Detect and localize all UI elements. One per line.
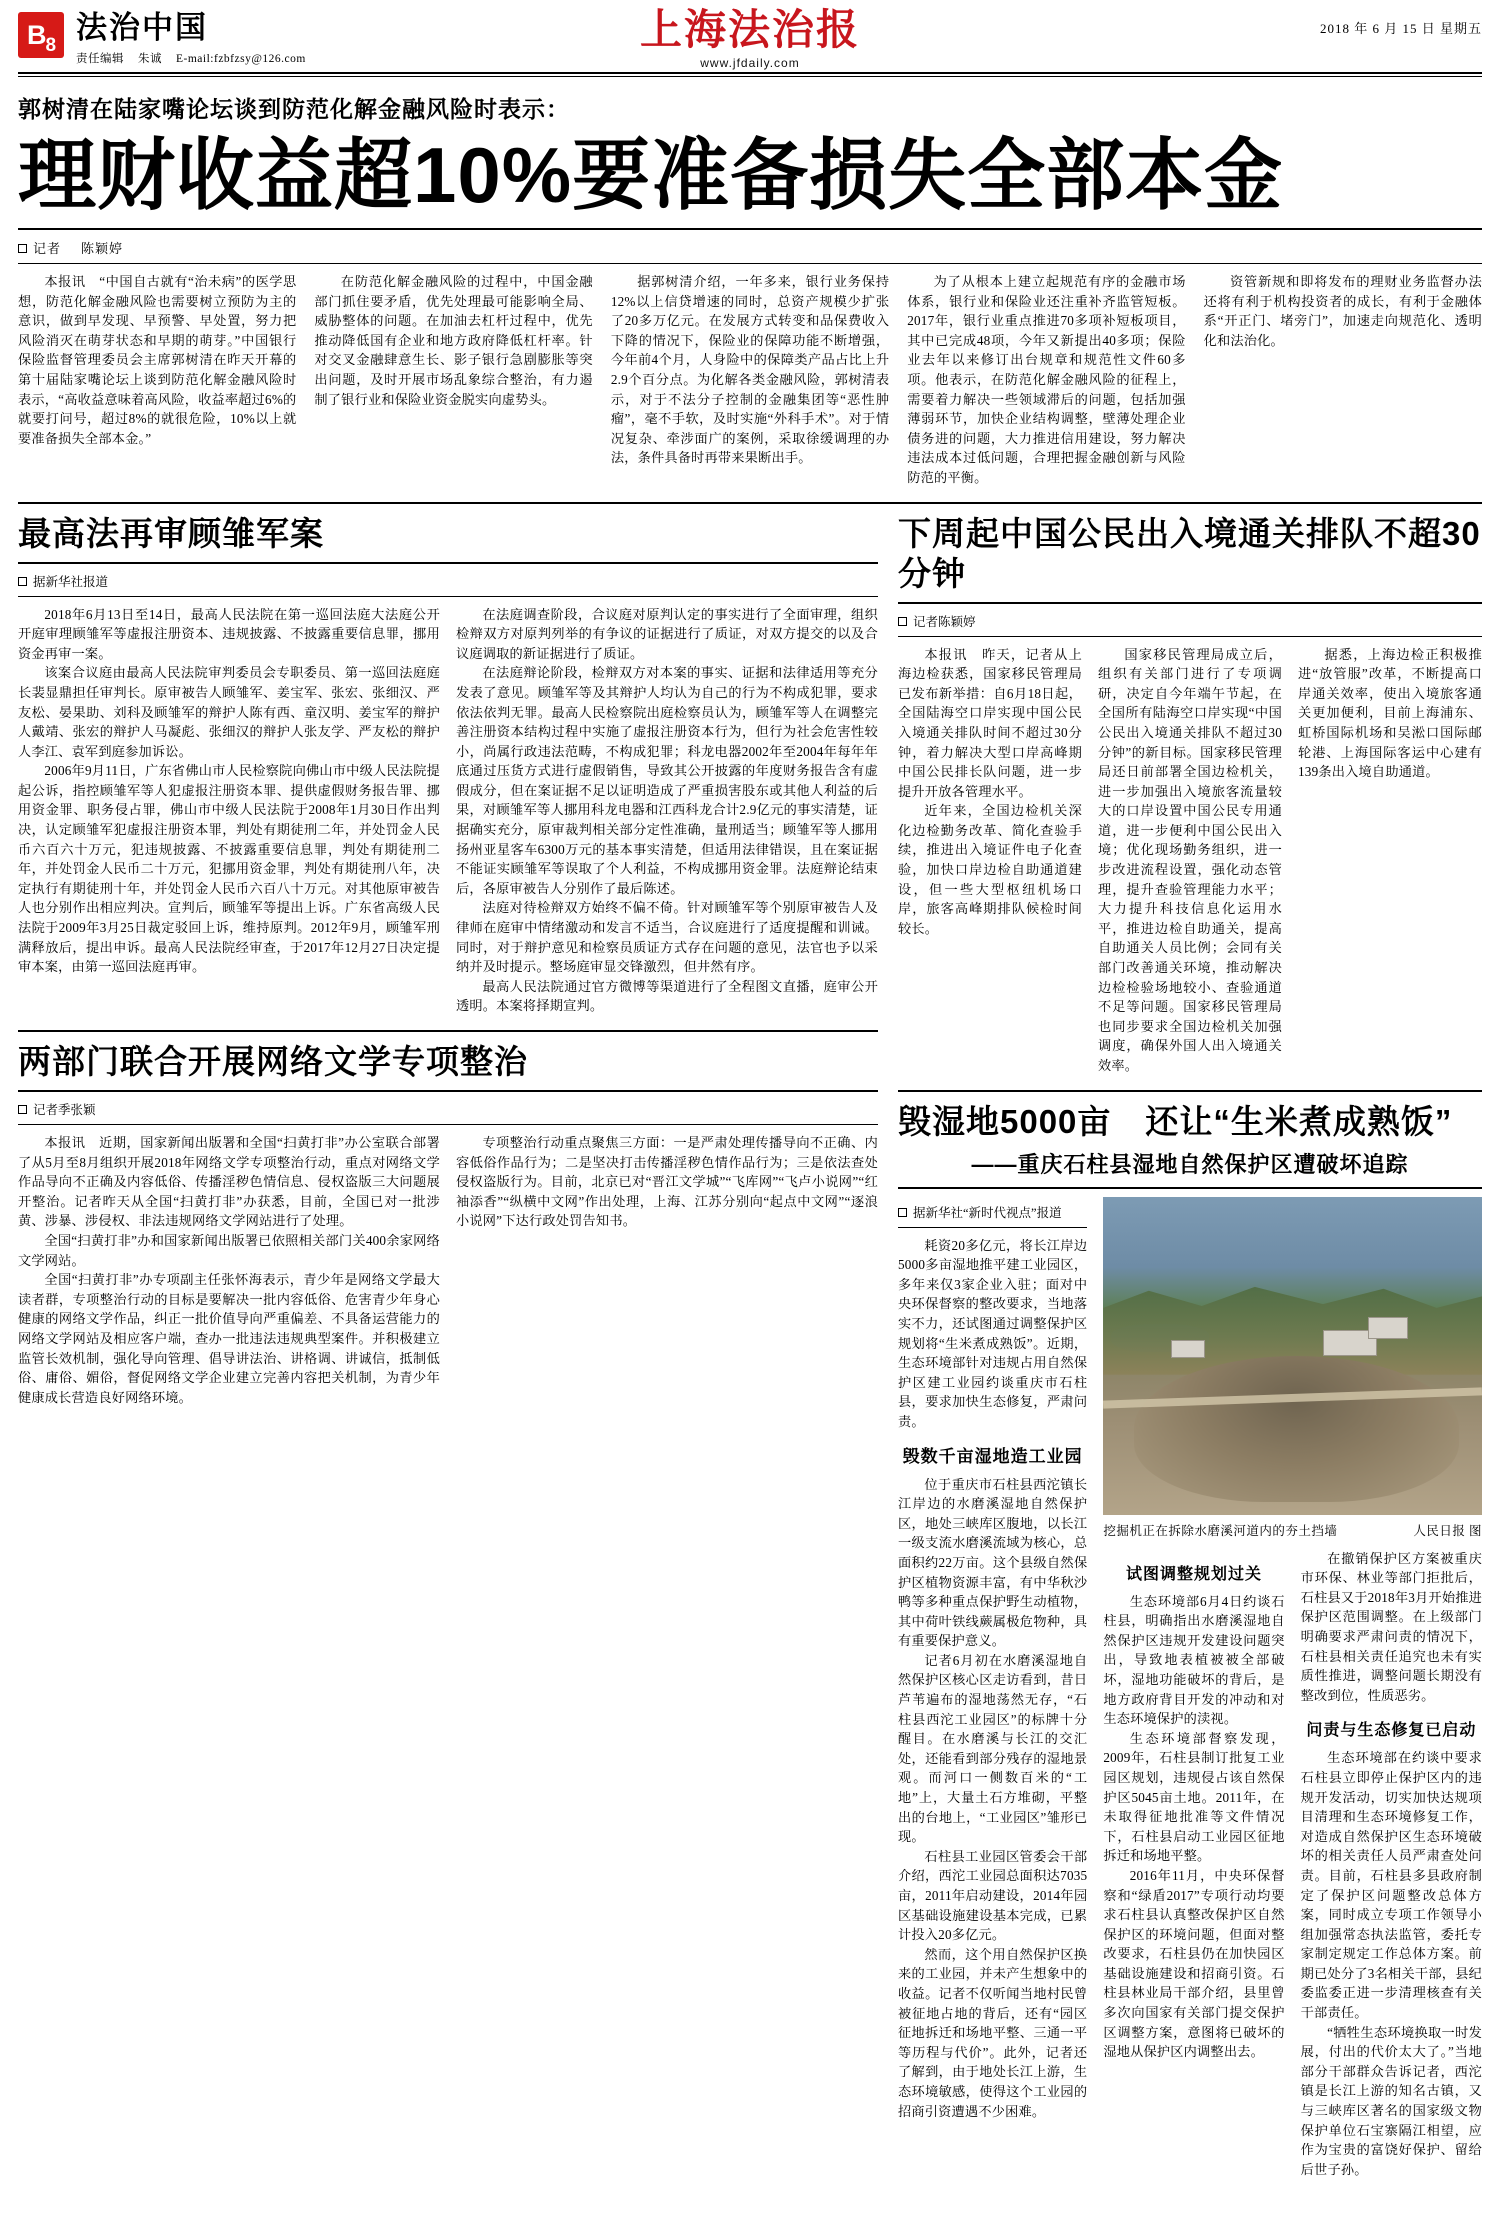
border-paragraph: 本报讯 昨天，记者从上海边检获悉，国家移民管理局已发布新举措：自6月18日起，全国陆海空口岸实现中国公民入境通关排队时间不超过30分钟，着力解决大型口岸高峰期中国公民排长队问题，进一步提升开放各管理水平。 [898,646,1082,799]
lead-bottom-divider [18,502,1482,504]
paper-url: www.jfdaily.com [700,56,800,70]
publication-date: 2018 年 6 月 15 日 星期五 [1319,21,1482,36]
lead-byline-name: 陈颖婷 [81,241,124,256]
gu-paragraph: 2018年6月13日至14日，最高人民法院在第一巡回法庭大法庭公开开庭审理顾雏军等虚报注册资本、违规披露、不披露重要信息罪，挪用资金再审一案。 [18,606,440,661]
page-number-badge [18,12,64,58]
gu-source-divider [18,596,878,597]
lead-col-2 [314,272,592,488]
wetland-deck: ——重庆石柱县湿地自然保护区遭破坏追踪 [971,1151,1409,1177]
border-bottom-divider [898,1090,1482,1092]
paper-logo-wrap [640,8,860,70]
lead-col-5 [1204,272,1482,488]
net-paragraph: 专项整治行动重点聚焦三方面：一是严肃处理传播导向不正确、内容低俗作品行为；二是坚决打击传播淫秽色情作品行为；三是依法查处侵权盗版行为。目前，北京已对“晋江文学城”“飞库网”“飞卢小说网”“红袖添香”“纵横中文网”作出处理，上海、江苏分别向“起点中文网”“逐浪小说网”下达行政处罚告知书。 [456,1135,878,1229]
net-byline-label: 记者 [33,1103,59,1117]
masthead-divider-2 [18,76,1482,77]
left-region [18,514,878,2180]
photo-credit: 人民日报 图 [1413,1523,1482,1538]
wetland-photo-caption [1103,1521,1482,1539]
border-col-3 [1298,645,1482,1076]
gu-bottom-divider [18,1030,878,1032]
net-headline-divider [18,1090,878,1092]
border-headline: 下周起中国公民出入境通关排队不超30分钟 [898,514,1481,592]
photo-excavation-pit [1134,1356,1460,1502]
photo-building [1368,1317,1408,1339]
source-box-icon [18,577,27,586]
masthead-divider [18,72,1482,74]
photo-building [1171,1340,1205,1358]
wetland-paragraph: 生态环境部督察发现，2009年，石柱县制订批复工业园区规划，违规侵占该自然保护区5045亩土地。2011年，在未取得征地批准等文件情况下，石柱县启动工业园区征地拆迁和场地平整。 [1103,1730,1285,1864]
net-byline-name: 季张颖 [58,1103,96,1117]
lead-paragraph: 资管新规和即将发布的理财业务监督办法还将有利于机构投资者的成长，有利于金融体系“开正门、堵旁门”，加速走向规范化、透明化和法治化。 [1203,274,1483,348]
lead-byline-label: 记者 [33,241,62,256]
page-badge-letter: B [26,19,46,50]
gu-col-2 [456,605,878,1016]
lead-body-columns [18,272,1482,488]
net-col-2 [456,1133,878,1407]
lead-paragraph: 本报讯 “中国自古就有“治未病”的医学思想，防范化解金融风险也需要树立预防为主的意识，做到早发现、早预警、早处置，努力把风险消灭在萌芽状态和早期的萌芽。”中国银行保险监督管理委员会主席郭树清在昨天开幕的第十届陆家嘴论坛上谈到防范化解金融风险时表示，“高收益意味着高风险，收益率超过6%的就要打问号，超过8%的就很危险，10%以上就要准备损失全部本金。” [18,274,297,446]
editor-line [76,50,320,66]
lead-byline [18,238,1482,257]
net-col-1 [18,1133,440,1407]
gu-paragraph: 法庭对待检辩双方始终不偏不倚。针对顾雏军等个别原审被告人及律师在庭审中情绪激动和发言不适当，合议庭进行了适度提醒和训诫。同时，对于辩护意见和检察员质证方式存在问题的意见，法官也予以采纳并及时提示。整场庭审显交锋激烈，但井然有序。 [456,900,878,975]
gu-headline-divider [18,562,878,564]
lead-kicker: 郭树清在陆家嘴论坛谈到防范化解金融风险时表示： [18,96,570,122]
lead-col-1 [18,272,296,488]
net-byline-divider [18,1124,878,1125]
lead-col-3 [611,272,889,488]
byline-box-icon [898,617,907,626]
gu-paragraph: 2006年9月11日，广东省佛山市人民检察院向佛山市中级人民法院提起公诉，指控顾雏军等人犯虚报注册资本罪、提供虚假财务报告罪、挪用资金罪、职务侵占罪，佛山市中级人民法院于2008年1月30日作出判决，认定顾雏军犯虚报注册资本罪，判处有期徒刑二年，并处罚金人民币六百六十万元，犯违规披露、不披露重要信息罪，判处有期徒刑二年，并处罚金人民币二十万元，犯挪用资金罪，判处有期徒刑八年，决定执行有期徒刑十年，并处罚金人民币六百八十万元。对其他原审被告人也分别作出相应判决。宣判后，顾雏军等提出上诉。广东省高级人民法院于2009年3月25日裁定驳回上诉，维持原判。2012年9月，顾雏军刑满释放后，提出申诉。最高人民法院经审查，于2017年12月27日决定提审本案，由第一巡回法庭再审。 [18,763,440,975]
wetland-paragraph: 记者6月初在水磨溪湿地自然保护区核心区走访看到，昔日芦苇遍布的湿地荡然无存，“石柱县西沱工业园区”的标牌十分醒目。在水磨溪与长江的交汇处，还能看到部分残存的湿地景观。而河口一侧数百米的“工地”上，大量土石方堆砌，平整出的台地上，“工业园区”雏形已现。 [898,1652,1088,1845]
border-paragraph: 近年来，全国边检机关深化边检勤务改革、简化查验手续，推进出入境证件电子化查验，加快口岸边检自助通道建设，但一些大型枢纽机场口岸，旅客高峰期排队候检时间较长。 [898,803,1082,936]
byline-box-icon [18,244,27,253]
net-paragraph: 本报讯 近期，国家新闻出版署和全国“扫黄打非”办公室联合部署了从5月至8月组织开展2018年网络文学专项整治行动，重点对网络文学作品导向不正确及内容低俗、传播淫秽色情信息、侵权盗版三大问题展开整治。记者昨天从全国“扫黄打非”办获悉，目前，全国已对一批涉黄、涉暴、涉侵权、非法违规网络文学网站进行了处理。 [18,1135,440,1229]
byline-box-icon [18,1105,27,1114]
border-col-1 [898,645,1082,1076]
section-title: 法治中国 [76,10,208,45]
border-columns [898,645,1482,1076]
wetland-subhead-1: 毁数千亩湿地造工业园 [902,1446,1083,1466]
net-paragraph: 全国“扫黄打非”办专项副主任张怀海表示，青少年是网络文学最大读者群，专项整治行动的目标是要解决一批内容低俗、危害青少年身心健康的网络文学作品，纠正一批价值导向严重偏差、不具备运营能力的网络文学网站及相应客户端，查办一批违法违规典型案件。并积极建立监管长效机制，强化导向管理、倡导讲法治、讲格调、讲诚信，抵制低俗、庸俗、媚俗，督促网络文学企业建立完善内容把关机制，为青少年健康成长营造良好网络环境。 [18,1272,440,1405]
wetland-col-2 [1103,1549,1284,2180]
wetland-paragraph: 生态环境部6月4日约谈石柱县，明确指出水磨溪湿地自然保护区违规开发建设问题突出，导致地表植被被全部破坏，湿地功能破坏的背后，是地方政府背目开发的冲动和对生态环境保护的渎视。 [1103,1593,1285,1727]
lead-headline: 理财收益超10%要准备损失全部本金 [18,131,1284,219]
lead-divider [18,228,1482,230]
lower-region [18,514,1482,2180]
wetland-lead-paragraph: 耗资20多亿元，将长江岸边5000多亩湿地推平建工业园区，多年来仅3家企业入驻；面对中央环保督察的整改要求，当地落实不力，还试图通过调整保护区规划将“生米煮成熟饭”。近期，生态环境部针对违规占用自然保护区建工业园约谈重庆市石柱县，要求加快生态修复，严肃问责。 [898,1237,1088,1429]
wetland-source [898,1203,1087,1221]
net-paragraph: 全国“扫黄打非”办和国家新闻出版署已依照相关部门关400余家网络文学网站。 [18,1232,440,1268]
gu-columns [18,605,878,1016]
net-headline: 两部门联合开展网络文学专项整治 [18,1043,528,1080]
net-columns [18,1133,878,1407]
border-byline-name: 陈颖婷 [938,614,976,629]
gu-headline: 最高法再审顾雏军案 [18,514,324,552]
editor-email: E-mail:fzbfzsy@126.com [176,53,306,65]
lead-paragraph: 据郭树清介绍，一年多来，银行业务保持12%以上信贷增速的同时，总资产规模少扩张了20多万亿元。在发展方式转变和品保费收入下降的情况下，保险业的保障功能不断增强，今年前4个月，人身险中的保障类产品占比上升2.9个百分点。为化解各类金融风险，郭树清表示，对于不法分子控制的金融集团等“恶性肿瘤”，毫不手软，及时实施“外科手术”。对于情况复杂、牵涉面广的案例，采取徐缓调理的办法，条件具备时再带来果断出手。 [610,274,890,466]
gu-paragraph: 在法庭辩论阶段，检辩双方对本案的事实、证据和法律适用等充分发表了意见。顾雏军等及其辩护人均认为自己的行为不构成犯罪，要求依法依判无罪。最高人民检察院出庭检察员认为，顾雏军等人在调整完善注册资本结构过程中实施了虚报注册资本行为，但行为社会危害性较小，尚属行政违法范畴，不构成犯罪；科龙电器2002年至2004年每年年底通过压货方式进行虚假销售，导致其公开披露的年度财务报告含有虚假成分，但在案证据不足以证明造成了严重损害股东或其他人利益的后果，对顾雏军等人挪用科龙电器和江西科龙合计2.9亿元的事实清楚，证据确实充分，原审裁判相关部分定性准确，量刑适当；顾雏军等人挪用扬州亚星客车6300万元的基本事实清楚，但适用法律错误，且在案证据不能证实顾雏军等误取了个人利益，不构成挪用资金罪。法庭辩论结束后，各原审被告人分别作了最后陈述。 [456,665,878,896]
masthead [18,10,1482,70]
border-paragraph: 据悉，上海边检正积极推进“放管服”改革，不断提高口岸通关效率，使出入境旅客通关更加便利，目前上海浦东、虹桥国际机场和吴淞口国际邮轮港、上海国际客运中心建有139条出入境自助通道。 [1298,646,1482,780]
wetland-headline: 毁湿地5000亩 还让“生米煮成熟饭” [898,1102,1453,1140]
wetland-photo [1103,1197,1482,1515]
wetland-paragraph: 在撤销保护区方案被重庆市环保、林业等部门拒批后，石柱县又于2018年3月开始推进保护区范围调整。在上级部门明确要求严肃问责的情况下，石柱县相关责任追究也未有实质性推进，调整问题长期没有整改到位，性质恶劣。 [1300,1550,1483,1703]
wetland-lower-columns [1103,1549,1482,2180]
wetland-paragraph: 石柱县工业园区管委会干部介绍，西沱工业园总面积达7035亩，2011年启动建设，2014年园区基础设施建设基本完成，已累计投入20多亿元。 [898,1848,1088,1943]
wetland-paragraph: 然而，这个用自然保护区换来的工业园，并未产生想象中的收益。记者不仅听闻当地村民曾被征地占地的背后，还有“园区征地拆迁和场地平整、三通一平等历程与代价”。此外，记者还了解到，由于地处长江上游，生态环境敏感，使得这个工业园的招商引资遭遇不少困难。 [898,1946,1088,2119]
wetland-paragraph: “牺牲生态环境换取一时发展，付出的代价太大了。”当地部分干部群众告诉记者，西沱镇是长江上游的知名古镇，又与三峡库区著名的国家级文物保护单位石宝寨隔江相望，应作为宝贵的富饶好保护、留给后世子孙。 [1300,2024,1483,2177]
gu-source-label: 据新华社报道 [33,574,109,589]
source-box-icon [898,1208,907,1217]
wetland-paragraph: 生态环境部在约谈中要求石柱县立即停止保护区内的违规开发活动，切实加快达规项目清理和生态环境修复工作，对造成自然保护区生态环境破坏的相关责任人员严肃查处问责。目前，石柱县多县政府制定了保护区问题整改总体方案，同时成立专项工作领导小组加强常态执法监管，委托专家制定规定工作总体方案。前期已处分了3名相关干部，县纪委监委正进一步清理核查有关干部责任。 [1300,1750,1483,2021]
wetland-col-1 [898,1197,1087,2180]
border-col-2 [1098,645,1282,1076]
border-byline-label: 记者 [913,614,939,629]
gu-paragraph: 在法庭调查阶段，合议庭对原判认定的事实进行了全面审理，组织检辩双方对原判列举的有争议的证据进行了质证，对双方提交的以及合议庭调取的新证据进行了质证。 [456,606,878,661]
border-byline-divider [898,636,1482,637]
wetland-col-3 [1301,1549,1482,2180]
lead-byline-divider [18,263,1482,264]
lead-paragraph: 在防范化解金融风险的过程中，中国金融部门抓住要矛盾，优先处理最可能影响全局、威胁整体的问题。在加油去杠杆过程中，优先推动降低国有企业和地方政府降低杠杆率。针对交叉金融肆意生长、影子银行急剧膨胀等突出问题，及时开展市场乱象综合整治，有力遏制了银行业和保险业资金脱实向虚势头。 [314,274,593,407]
editor-label: 责任编辑 [76,53,124,65]
wetland-paragraph: 位于重庆市石柱县西沱镇长江岸边的水磨溪湿地自然保护区，地处三峡库区腹地，以长江一级支流水磨溪流域为核心，总面积约22万亩。这个县级自然保护区植物资源丰富，有中华秋沙鸭等多种重点保护野生动植物，其中荷叶铁线蕨属极危物种，具有重要保护意义。 [898,1476,1088,1649]
page-badge-number: 8 [45,35,56,56]
editor-name: 朱诚 [138,53,162,65]
paper-name: 上海法治报 [639,8,861,54]
net-byline [18,1100,878,1118]
gu-paragraph: 该案合议庭由最高人民法院审判委员会专职委员、第一巡回法庭庭长裴显鼎担任审判长。原审被告人顾雏军、姜宝军、张宏、张细汉、严友松、晏果助、刘科及顾雏军的辩护人陈有西、童汉明、姜宝军的辩护人戴靖、张宏的辩护人马凝彪、张细汉的辩护人张友学、严友松的辩护人李江、袁军到庭参加诉讼。 [18,665,440,759]
gu-paragraph: 最高人民法院通过官方微博等渠道进行了全程图文直播，庭审公开透明。本案将择期宣判。 [456,978,878,1014]
border-byline [898,612,1482,630]
photo-caption-text: 挖掘机正在拆除水磨溪河道内的夯土挡墙 [1103,1523,1338,1538]
wetland-subhead-3: 问责与生态修复已启动 [1306,1722,1477,1740]
wetland-headline-divider [898,1187,1482,1189]
gu-source [18,572,878,590]
wetland-paragraph: 2016年11月，中央环保督察和“绿盾2017”专项行动均要求石柱县认真整改保护区自然保护区的环境问题，但面对整改要求，石柱县仍在加快园区基础设施建设和招商引资。石柱县林业局干部介绍，县里曾多次向国家有关部门提交保护区调整方案，意图将已破坏的湿地从保护区内调整出去。 [1103,1867,1285,2060]
gu-col-1 [18,605,440,1016]
border-headline-divider [898,602,1482,604]
wetland-col-photo-and-text [1103,1197,1482,2180]
wetland-source-divider [898,1227,1087,1228]
lead-col-4 [907,272,1185,488]
right-region [898,514,1482,2180]
wetland-top-columns [898,1197,1482,2180]
border-paragraph: 国家移民管理局成立后，组织有关部门进行了专项调研，决定自今年端午节起，在全国所有陆海空口岸实现“中国公民出入境通关排队不超过30分钟”的新目标。国家移民管理局还日前部署全国边检机关，进一步加强出入境旅客流量较大的口岸设置中国公民专用通道，进一步便利中国公民出入境；优化现场勤务组织，进一步改进流程设置，强化动态管理，提升查验管理能力水平；大力提升科技信息化运用水平，推进边检自助通关，提高自助通关人员比例；会同有关部门改善通关环境，推动解决边检检验场地较小、查验通道不足等问题。国家移民管理局也同步要求全国边检机关加强调度，确保外国人出入境通关效率。 [1098,646,1282,1073]
lead-paragraph: 为了从根本上建立起规范有序的金融市场体系，银行业和保险业还注重补齐监管短板。2017年，银行业重点推进70多项补短板项目，其中已完成48项，今年又新提出40多项；保险业去年以来修订出台规章和规范性文件60多项。他表示，在防范化解金融风险的征程上，需要着力解决一些领域滞后的问题，包括加强薄弱环节，加快企业结构调整，壁薄处理企业债务进的问题，大力推进信用建设，努力解决违法成本过低问题，合理把握金融创新与风险防范的平衡。 [907,274,1186,485]
wetland-source-label: 据新华社“新时代视点”报道 [913,1205,1062,1220]
wetland-subhead-2: 试图调整规划过关 [1125,1565,1262,1583]
section-block [76,10,320,66]
